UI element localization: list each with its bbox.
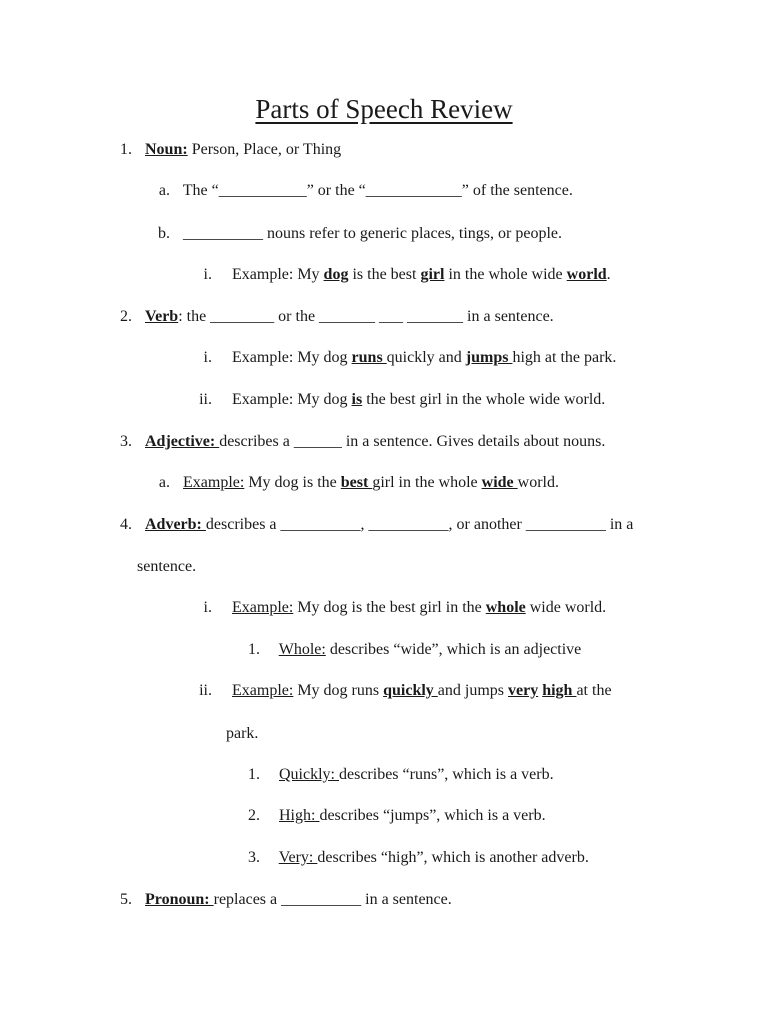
item-number: 3. bbox=[248, 849, 260, 866]
example-label: Whole: bbox=[278, 641, 326, 658]
list-item-adjective bbox=[112, 432, 605, 452]
item-roman: ii. bbox=[199, 682, 212, 699]
list-item-adverb-continued bbox=[137, 557, 196, 577]
list-item-adverb-i-1 bbox=[234, 640, 581, 660]
example-text: describes “jumps”, which is a verb. bbox=[319, 807, 546, 824]
item-letter: b. bbox=[158, 225, 170, 242]
fill-in-text: __________ nouns refer to generic places, tings, or people. bbox=[183, 225, 563, 242]
item-number: 1. bbox=[248, 766, 260, 783]
fill-in-text: : the ________ or the _______ ___ _______ in a sentence. bbox=[178, 308, 554, 325]
example-word: high bbox=[542, 682, 577, 699]
example-word: very bbox=[508, 682, 539, 699]
example-text: . bbox=[606, 266, 611, 283]
item-roman: i. bbox=[203, 266, 212, 283]
list-item-verb bbox=[112, 307, 554, 327]
item-number: 1. bbox=[248, 641, 260, 658]
example-label: Very: bbox=[278, 849, 318, 866]
list-item-pronoun bbox=[112, 890, 452, 910]
list-item-verb-ii bbox=[192, 390, 605, 410]
item-number: 2. bbox=[248, 807, 260, 824]
term-pronoun: Pronoun: bbox=[145, 891, 214, 908]
example-text: in the whole wide bbox=[444, 266, 567, 283]
item-roman: i. bbox=[203, 349, 212, 366]
example-word: jumps bbox=[465, 349, 513, 366]
page-title: Parts of Speech Review bbox=[255, 94, 513, 124]
item-roman: ii. bbox=[199, 391, 212, 408]
list-item-adjective-a bbox=[150, 473, 559, 493]
term-noun: Noun: bbox=[145, 141, 188, 158]
example-text: My dog is the bbox=[244, 474, 341, 491]
example-text: describes “wide”, which is an adjective bbox=[325, 641, 582, 658]
list-item-noun bbox=[112, 140, 341, 160]
item-number: 4. bbox=[120, 516, 132, 533]
definition-text: Person, Place, or Thing bbox=[187, 141, 342, 158]
example-text: My dog runs bbox=[293, 682, 384, 699]
fill-in-text: describes a ______ in a sentence. Gives details about nouns. bbox=[219, 433, 606, 450]
list-item-adverb-ii-3 bbox=[234, 848, 589, 868]
list-item-noun-b-i bbox=[192, 265, 611, 285]
example-word: dog bbox=[323, 266, 349, 283]
item-number: 1. bbox=[120, 141, 132, 158]
example-label: High: bbox=[279, 807, 320, 824]
example-text: is the best bbox=[348, 266, 421, 283]
example-text: girl in the whole bbox=[372, 474, 482, 491]
term-adverb: Adverb: bbox=[145, 516, 206, 533]
example-word: whole bbox=[485, 599, 526, 616]
list-item-noun-b bbox=[150, 224, 562, 244]
example-word: runs bbox=[351, 349, 387, 366]
list-item-adverb-ii bbox=[192, 681, 612, 701]
example-label: Example: bbox=[232, 682, 294, 699]
list-item-adverb-i bbox=[192, 598, 606, 618]
item-roman: i. bbox=[203, 599, 212, 616]
example-text: My dog is the best girl in the bbox=[293, 599, 486, 616]
example-text: at the bbox=[576, 682, 612, 699]
example-text: high at the park. bbox=[512, 349, 617, 366]
fill-in-text: The “___________” or the “____________” of the sentence. bbox=[182, 182, 573, 199]
list-item-adverb-ii-2 bbox=[234, 806, 546, 826]
example-text: describes “high”, which is another adverb. bbox=[317, 849, 589, 866]
list-item-adverb bbox=[112, 515, 633, 535]
example-text: describes “runs”, which is a verb. bbox=[339, 766, 554, 783]
example-text: the best girl in the whole wide world. bbox=[362, 391, 606, 408]
example-label: Example: bbox=[183, 474, 245, 491]
list-item-verb-i bbox=[192, 348, 616, 368]
example-word: best bbox=[340, 474, 373, 491]
example-text: Example: My bbox=[232, 266, 324, 283]
item-number: 3. bbox=[120, 433, 132, 450]
example-text: quickly and bbox=[386, 349, 466, 366]
list-item-adverb-ii-continued bbox=[226, 724, 258, 744]
item-number: 2. bbox=[120, 308, 132, 325]
term-adjective: Adjective: bbox=[145, 433, 220, 450]
fill-in-text: replaces a __________ in a sentence. bbox=[213, 891, 452, 908]
item-letter: a. bbox=[158, 182, 170, 199]
example-text: world. bbox=[517, 474, 559, 491]
example-label: Quickly: bbox=[279, 766, 339, 783]
list-item-adverb-ii-1 bbox=[234, 765, 554, 785]
example-word: girl bbox=[420, 266, 445, 283]
item-number: 5. bbox=[120, 891, 132, 908]
example-word: is bbox=[351, 391, 363, 408]
example-word: quickly bbox=[383, 682, 438, 699]
example-text: park. bbox=[226, 725, 259, 742]
fill-in-text: sentence. bbox=[137, 558, 197, 575]
fill-in-text: describes a __________, __________, or another __________ in a bbox=[205, 516, 634, 533]
item-letter: a. bbox=[158, 474, 170, 491]
example-text: Example: My dog bbox=[232, 391, 352, 408]
example-word: wide bbox=[481, 474, 518, 491]
term-verb: Verb bbox=[145, 308, 179, 325]
list-item-noun-a bbox=[150, 181, 573, 201]
example-text: wide world. bbox=[525, 599, 607, 616]
example-text: and jumps bbox=[437, 682, 508, 699]
example-label: Example: bbox=[232, 599, 294, 616]
example-word: world bbox=[566, 266, 607, 283]
example-text: Example: My dog bbox=[232, 349, 352, 366]
